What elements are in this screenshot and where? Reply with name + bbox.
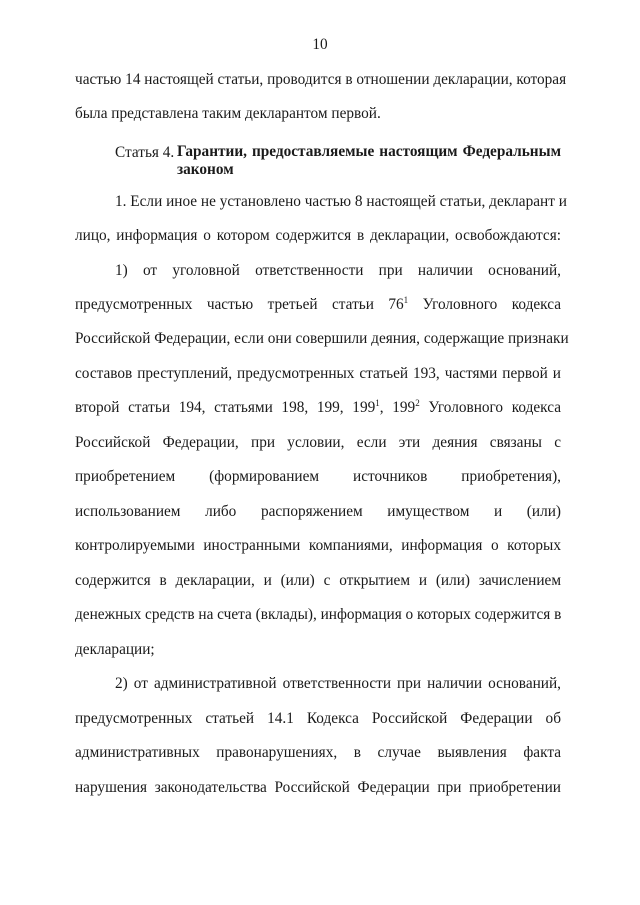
article-label: Статья 4. <box>115 144 175 161</box>
item1-line-9: контролируемыми иностранными компаниями, информация о которых <box>75 537 561 554</box>
item2-line-3: административных правонарушениях, в случае выявления факта <box>75 744 561 761</box>
article-title-line-2: законом <box>177 161 234 178</box>
article-title-line-1: Гарантии, предоставляемые настоящим Федеральным <box>177 143 561 160</box>
item1-line-3: Российской Федерации, если они совершили деяния, содержащие признаки <box>75 330 569 347</box>
para1-line-2: лицо, информация о котором содержится в декларации, освобождаются: <box>75 227 561 244</box>
item1-line-1: 1) от уголовной ответственности при наличии оснований, <box>115 262 561 279</box>
item1-line-11: денежных средств на счета (вклады), информация о которых содержится в <box>75 606 562 623</box>
item2-line-2: предусмотренных статьей 14.1 Кодекса Российской Федерации об <box>75 710 561 727</box>
item2-line-4: нарушения законодательства Российской Федерации при приобретении <box>75 779 561 796</box>
item2-line-1: 2) от административной ответственности при наличии оснований, <box>115 675 561 692</box>
item1-line-2: предусмотренных частью третьей статьи $76^1$ Уголовного кодекса <box>75 295 561 313</box>
page-number: 10 <box>312 36 328 53</box>
item1-line-7: приобретением (формированием источников приобретения), <box>75 468 561 485</box>
item1-line-5: второй статьи 194, статьями 198, 199, $199^1$, $199^2$ Уголовного кодекса <box>75 398 562 416</box>
item1-line-12: декларации; <box>75 641 155 658</box>
item1-line-4: составов преступлений, предусмотренных статьей 193, частями первой и <box>75 365 561 382</box>
item1-line-8: использованием либо распоряжением имуществом и (или) <box>75 503 561 520</box>
article-title <box>177 143 561 179</box>
item1-line-6: Российской Федерации, при условии, если эти деяния связаны с <box>75 434 561 451</box>
intro-line-2: была представлена таким декларантом первой. <box>75 105 381 122</box>
item1-line-10: содержится в декларации, и (или) с открытием и (или) зачислением <box>75 572 561 589</box>
para1-line-1: 1. Если иное не установлено частью 8 настоящей статьи, декларант и <box>115 193 567 210</box>
intro-line-1: частью 14 настоящей статьи, проводится в отношении декларации, которая <box>75 71 567 88</box>
